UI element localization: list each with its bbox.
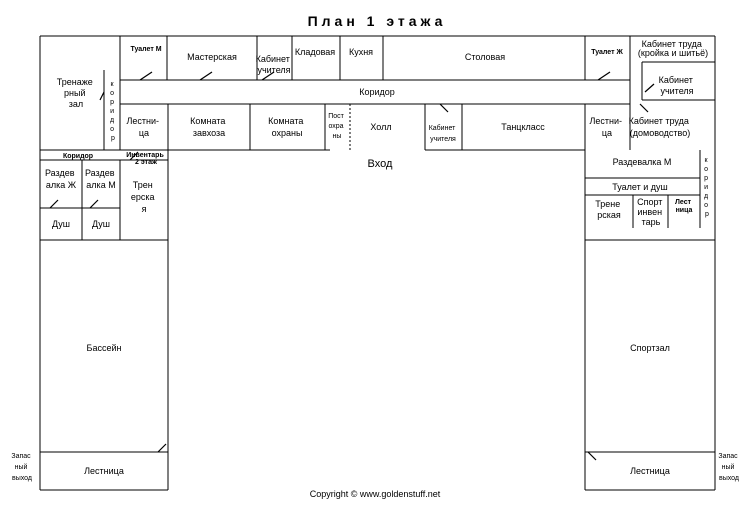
entrance-label: Вход <box>367 158 393 170</box>
room-kitchen: Кухня <box>348 47 374 57</box>
room-toilet-w: Туалет Ж <box>591 49 623 56</box>
room-stairs-left: Лестни- ца <box>126 116 160 138</box>
room-locker-m: Раздев алка М <box>84 168 116 190</box>
room-shower-2: Душ <box>91 219 111 229</box>
room-sport-equipment: Спорт инвен тарь <box>637 197 663 227</box>
emergency-exit-left: Запас ный выход <box>11 453 32 482</box>
room-guard-post: Пост охра ны <box>328 113 344 140</box>
room-corridor-left-vertical: к о р и д о р <box>109 81 115 142</box>
room-corridor-left-lower: Коридор <box>62 153 94 160</box>
room-trainer-left: Трен ерска я <box>130 180 155 214</box>
room-stairs-small: Лест ница <box>675 199 693 214</box>
room-guard: Комната охраны <box>268 116 304 138</box>
room-teacher-office-1: Кабинет учителя <box>255 54 291 75</box>
room-toilet-m: Туалет М <box>130 46 162 53</box>
room-workshop: Мастерская <box>187 52 237 62</box>
room-labor-office-sewing: Кабинет труда (кройка и шитьё) <box>637 39 709 58</box>
room-gym-training: Тренаже рный зал <box>56 77 93 109</box>
room-pool: Бассейн <box>86 343 122 353</box>
room-corridor-main: Коридор <box>359 87 395 97</box>
room-caretaker: Комната завхоза <box>190 116 226 138</box>
room-shower-1: Душ <box>51 219 71 229</box>
room-corridor-right-vertical: к о р и д о р <box>703 157 709 218</box>
room-stairs-right: Лестни- ца <box>589 116 623 138</box>
room-storage: Кладовая <box>294 47 336 57</box>
walls <box>40 36 715 490</box>
room-hall: Холл <box>370 122 392 132</box>
room-trainer-right: Трене рская <box>595 199 621 220</box>
emergency-exit-right: Запас ный выход <box>718 453 739 482</box>
room-toilet-shower: Туалет и душ <box>612 182 668 192</box>
room-locker-w: Раздев алка Ж <box>44 168 77 190</box>
room-teacher-office-2: Кабинет учителя <box>428 125 456 143</box>
room-dance-class: Танцкласс <box>501 122 545 132</box>
plan-title: План 1 этажа <box>307 13 447 29</box>
room-equipment-small: Инвентарь 2 этаж <box>126 152 164 166</box>
room-locker-m-right: Раздевалка М <box>612 157 672 167</box>
room-stairs-bottom-right: Лестница <box>630 466 670 476</box>
room-dining: Столовая <box>464 52 506 62</box>
copyright-text: Copyright © www.goldenstuff.net <box>309 489 441 499</box>
room-labor-office-house: Кабинет труда (домоводство) <box>628 116 691 138</box>
room-stairs-bottom-left: Лестница <box>84 466 124 476</box>
room-teacher-office-right: Кабинет учителя <box>658 75 694 96</box>
room-sports-hall: Спортзал <box>630 343 670 353</box>
